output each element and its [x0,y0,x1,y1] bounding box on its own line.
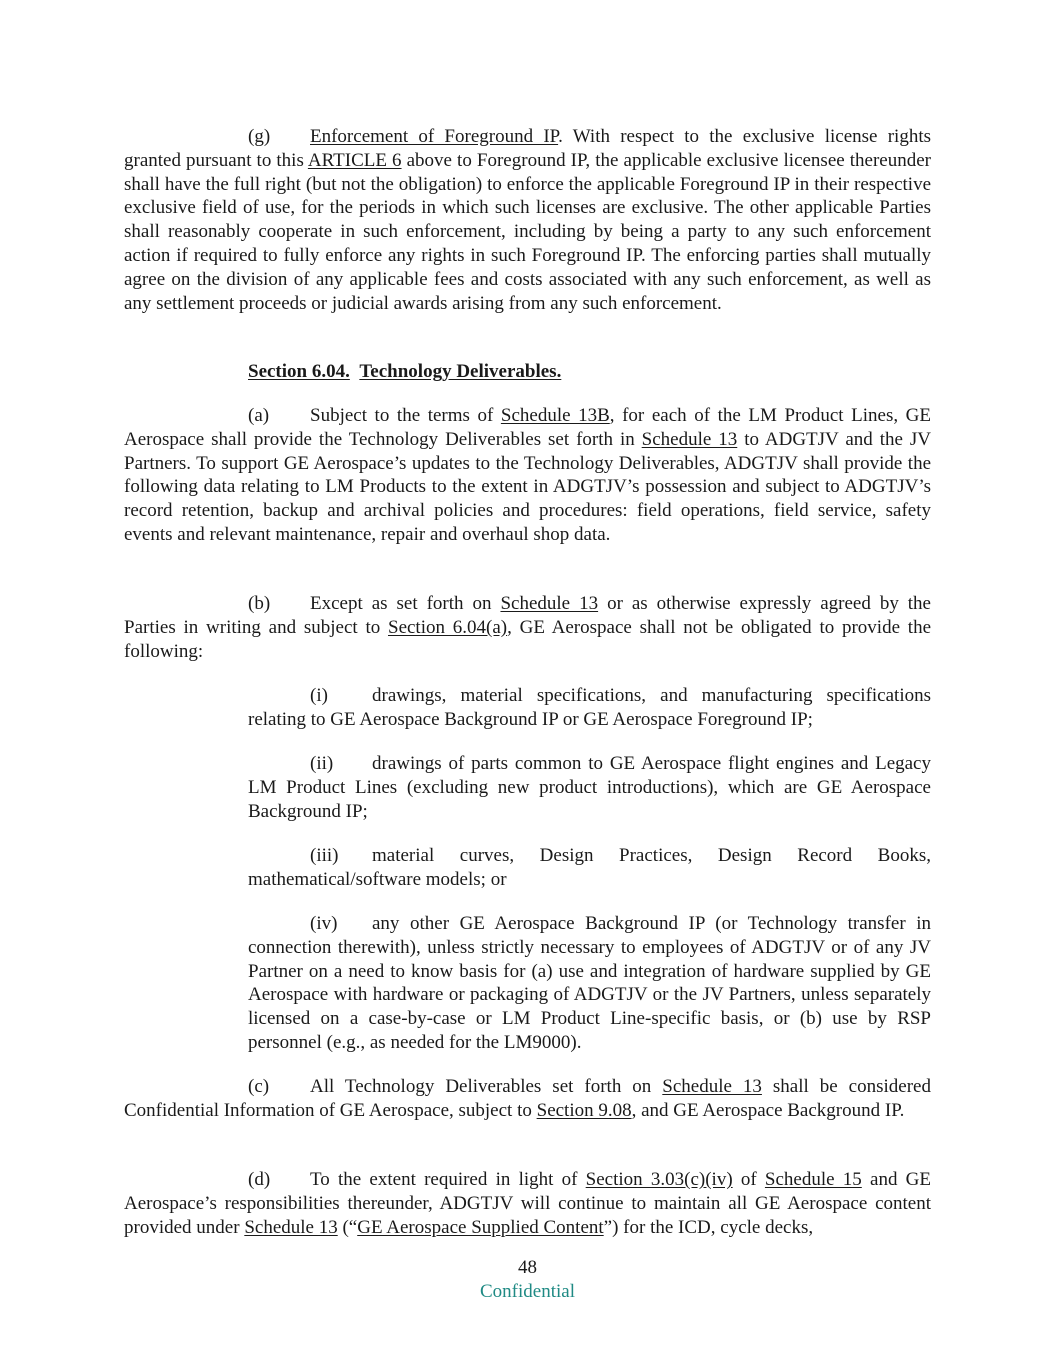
defined-term: GE Aerospace Supplied Content [357,1216,604,1238]
section-number: Section 6.04. [248,361,350,382]
subparagraph-iv: (iv) any other GE Aerospace Background IP (or Technology transfer in connection therewith), unless strictly necessary to employees of ADGTJV or of any JV Partner on a need to know basis for (a) use and integration of hardware supplied by GE Aerospace with hardware or packaging of ADGTJV or the JV Partners, unless separately licensed on a case-by-case or LM Product Line-specific basis, or (b) use by RSP personnel (e.g., as needed for the LM9000). [248,913,931,1053]
paragraph-label: (a) [248,405,270,426]
schedule-reference-link[interactable]: Schedule 13 [662,1076,762,1097]
paragraph-a: (a) Subject to the terms of Schedule 13B, for each of the LM Product Lines, GE Aerospace shall provide the Technology Deliverables set forth in Schedule 13 to ADGTJV and the JV Partners. To support GE Aerospace’s updates to the Technology Deliverables, ADGTJV shall provide the following data relating to LM Products to the extent in ADGTJV’s possession and subject to ADGTJV’s record retention, backup and archival policies and procedures: field operations, field service, safety events and relevant maintenance, repair and overhaul shop data. [124,405,931,545]
section-title: Technology Deliverables. [359,361,562,382]
section-reference-link[interactable]: Section 9.08 [536,1099,632,1121]
subparagraph-iii: (iii) material curves, Design Practices, Design Record Books, mathematical/software models; or [248,845,931,890]
subparagraph-label: (ii) [310,753,334,774]
subparagraph-ii: (ii) drawings of parts common to GE Aerospace flight engines and Legacy LM Product Lines (excluding new product introductions), which are GE Aerospace Background IP; [248,753,931,822]
paragraph-c: (c) All Technology Deliverables set forth on Schedule 13 shall be considered Confidential Information of GE Aerospace, subject to Section 9.08, and GE Aerospace Background IP. [124,1076,931,1121]
page-number: 48 [518,1257,537,1278]
paragraph-label: (d) [248,1169,271,1190]
section-reference-link[interactable]: Section 3.03(c)(iv) [585,1169,733,1190]
section-heading [248,360,561,384]
article-reference-link[interactable]: ARTICLE 6 [307,149,402,171]
paragraph-d: (d) To the extent required in light of Section 3.03(c)(iv) of Schedule 15 and GE Aerospace’s responsibilities thereunder, ADGTJV will continue to maintain all GE Aerospace content provided under Schedule 13 (“GE Aerospace Supplied Content”) for the ICD, cycle decks, [124,1169,931,1238]
section-reference-link[interactable]: Section 6.04(a) [388,616,508,638]
schedule-reference-link[interactable]: Schedule 13B [500,405,610,426]
paragraph-label: (g) [248,126,271,147]
schedule-reference-link[interactable]: Schedule 13 [641,428,738,450]
subparagraph-label: (iv) [310,913,338,934]
subparagraph-i: (i) drawings, material specifications, and manufacturing specifications relating to GE Aerospace Background IP or GE Aerospace Foreground IP; [248,685,931,730]
paragraph-title: Enforcement of Foreground IP [310,126,559,147]
schedule-reference-link[interactable]: Schedule 13 [500,593,599,614]
schedule-reference-link[interactable]: Schedule 15 [764,1169,862,1190]
schedule-reference-link[interactable]: Schedule 13 [244,1216,338,1238]
paragraph-b: (b) Except as set forth on Schedule 13 or as otherwise expressly agreed by the Parties in writing and subject to Section 6.04(a), GE Aerospace shall not be obligated to provide the following: [124,593,931,662]
subparagraph-label: (iii) [310,845,339,866]
subparagraph-label: (i) [310,685,328,706]
paragraph-g: (g) Enforcement of Foreground IP. With respect to the exclusive license rights granted pursuant to this ARTICLE 6 above to Foreground IP, the applicable exclusive licensee thereunder shall have the full right (but not the obligation) to enforce the applicable Foreground IP in their respective exclusive field of use, for the periods in which such licenses are exclusive. The other applicable Parties shall reasonably cooperate in such enforcement, including by being a party to any such enforcement action if required to fully enforce any rights in such Foreground IP. The enforcing parties shall mutually agree on the division of any applicable fees and costs associated with any such enforcement, as well as any settlement proceeds or judicial awards arising from any such enforcement. [124,126,931,314]
confidential-marking: Confidential [480,1281,575,1302]
paragraph-label: (b) [248,593,271,614]
paragraph-label: (c) [248,1076,270,1097]
